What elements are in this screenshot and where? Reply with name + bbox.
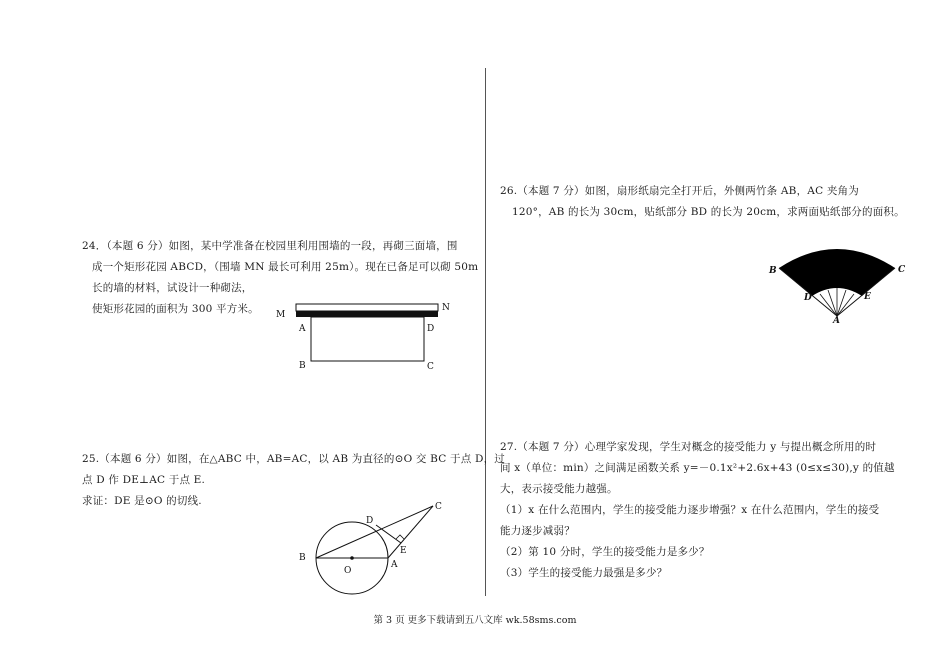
- q25-line-1: 25.（本题 6 分）如图，在△ABC 中，AB=AC，以 AB 为直径的⊙O 交 BC 于点 D，过: [82, 453, 506, 465]
- label-A: A: [391, 560, 398, 570]
- circle-triangle-figure: [290, 496, 460, 602]
- label-D: D: [804, 293, 812, 303]
- q27-line-1: 27.（本题 7 分）心理学家发现，学生对概念的接受能力 y 与提出概念所用的时: [500, 441, 877, 453]
- q27-line-2: 间 x（单位：min）之间满足函数关系 y=－0.1x²+2.6x+43 (0≤x≤30),y 的值越: [500, 462, 895, 474]
- q26-line-1: 26.（本题 7 分）如图，扇形纸扇完全打开后，外侧两竹条 AB，AC 夹角为: [500, 185, 859, 197]
- label-M: M: [276, 310, 286, 320]
- q27-line-6: （2）第 10 分时，学生的接受能力是多少？: [500, 546, 710, 558]
- label-O: O: [344, 566, 352, 576]
- label-C: C: [435, 502, 442, 512]
- label-A: A: [299, 324, 306, 334]
- q27-line-5: 能力逐步减弱？: [500, 525, 575, 537]
- label-C: C: [427, 362, 434, 372]
- label-E: E: [864, 292, 871, 302]
- label-D: D: [366, 516, 374, 526]
- page-footer: 第 3 页 更多下载请到五八文库 wk.58sms.com: [373, 615, 577, 626]
- label-N: N: [442, 303, 450, 313]
- label-A: A: [833, 316, 840, 324]
- q27-line-4: （1）x 在什么范围内，学生的接受能力逐步增强？x 在什么范围内，学生的接受: [500, 504, 880, 516]
- label-B: B: [299, 361, 306, 371]
- q27-line-3: 大，表示接受能力越强。: [500, 483, 618, 495]
- q25-line-3: 求证：DE 是⊙O 的切线.: [82, 495, 202, 507]
- label-D: D: [427, 324, 435, 334]
- question-27: [500, 437, 895, 584]
- question-26: [500, 181, 905, 223]
- label-C: C: [898, 265, 906, 275]
- q24-line-4: 使矩形花园的面积为 300 平方米。: [92, 303, 259, 315]
- garden-figure: [268, 296, 468, 376]
- label-B: B: [769, 266, 777, 276]
- q26-line-2: 120°，AB 的长为 30cm，贴纸部分 BD 的长为 20cm，求两面贴纸部分的面积。: [512, 206, 905, 218]
- q27-line-7: （3）学生的接受能力最强是多少？: [500, 567, 668, 579]
- q24-line-3: 长的墙的材料，试设计一种砌法，: [92, 282, 253, 294]
- label-E: E: [400, 546, 407, 556]
- q25-line-2: 点 D 作 DE⊥AC 于点 E.: [82, 474, 206, 486]
- q24-line-1: 24．（本题 6 分）如图，某中学准备在校园里利用围墙的一段，再砌三面墙，围: [82, 240, 458, 252]
- q24-line-2: 成一个矩形花园 ABCD，（围墙 MN 最长可利用 25m）。现在已备足可以砌 50m: [92, 261, 479, 273]
- fan-figure: [762, 240, 912, 324]
- column-divider: [485, 68, 486, 596]
- label-B: B: [299, 553, 306, 563]
